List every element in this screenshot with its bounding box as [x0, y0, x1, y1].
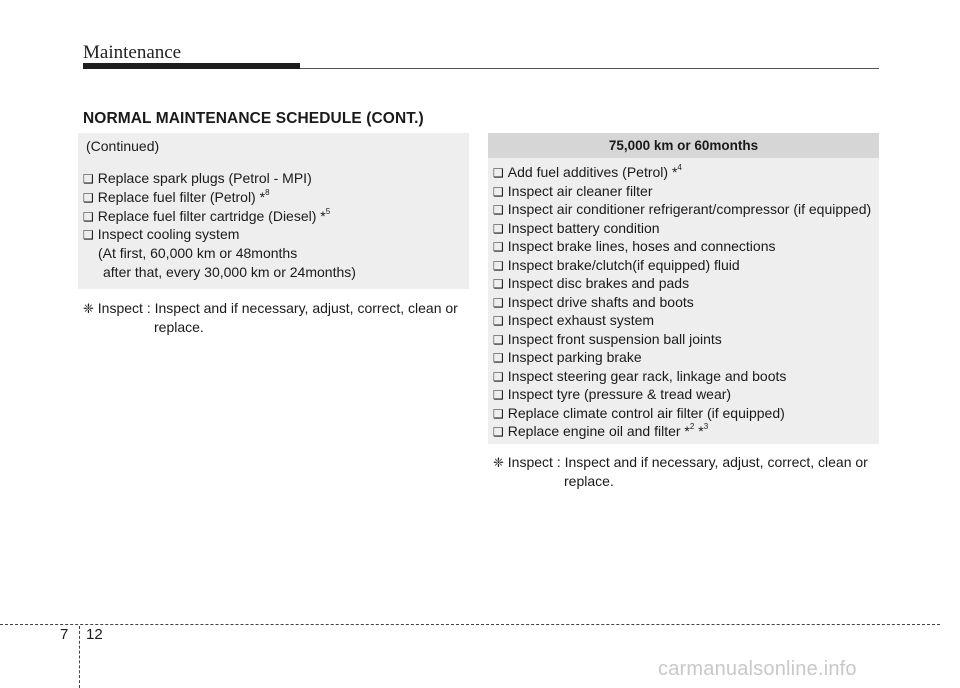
checkbox-icon: ❑ — [493, 240, 504, 254]
checkbox-icon: ❑ — [493, 222, 504, 236]
checkbox-icon: ❑ — [493, 296, 504, 310]
right-item-engine-oil: ❑ Replace engine oil and filter *$^2$ *$^3$ — [493, 422, 709, 439]
right-item-exhaust: ❑ Inspect exhaust system — [493, 312, 655, 328]
right-item-air-cleaner: ❑ Inspect air cleaner filter — [493, 183, 653, 199]
left-item-cooling-system: ❑ Inspect cooling system — [83, 226, 240, 242]
section-title: Maintenance — [83, 42, 182, 63]
checkbox-icon: ❑ — [493, 203, 504, 217]
checkbox-icon: ❑ — [493, 185, 504, 199]
checkbox-icon: ❑ — [83, 172, 94, 186]
checkbox-icon: ❑ — [493, 166, 504, 180]
header-bar — [83, 63, 300, 69]
right-item-battery: ❑ Inspect battery condition — [493, 220, 660, 236]
header-rule — [300, 68, 879, 69]
checkbox-icon: ❑ — [493, 407, 504, 421]
checkbox-icon: ❑ — [493, 351, 504, 365]
right-box-header: 75,000 km or 60months — [488, 133, 879, 158]
checkbox-icon: ❑ — [493, 370, 504, 384]
page-number: 12 — [86, 626, 103, 643]
footer-divider — [79, 626, 80, 688]
checkbox-icon: ❑ — [493, 259, 504, 273]
right-item-brake-lines: ❑ Inspect brake lines, hoses and connections — [493, 238, 776, 254]
right-item-steering-gear: ❑ Inspect steering gear rack, linkage and boots — [493, 368, 787, 384]
checkbox-icon: ❑ — [493, 388, 504, 402]
schedule-title: NORMAL MAINTENANCE SCHEDULE (CONT.) — [83, 110, 424, 127]
checkbox-icon: ❑ — [83, 228, 94, 242]
left-item-spark-plugs: ❑ Replace spark plugs (Petrol - MPI) — [83, 170, 312, 186]
left-item-fuel-filter-petrol: ❑ Replace fuel filter (Petrol) *$^8$ — [83, 188, 270, 205]
checkbox-icon: ❑ — [493, 314, 504, 328]
checkbox-icon: ❑ — [493, 333, 504, 347]
checkbox-icon: ❑ — [83, 210, 94, 224]
checkbox-icon: ❑ — [83, 191, 94, 205]
chapter-number: 7 — [60, 626, 69, 643]
footer-rule — [0, 624, 940, 625]
right-item-drive-shafts: ❑ Inspect drive shafts and boots — [493, 294, 694, 310]
right-item-parking-brake: ❑ Inspect parking brake — [493, 349, 642, 365]
checkbox-icon: ❑ — [493, 425, 504, 439]
checkbox-icon: ❑ — [493, 277, 504, 291]
right-item-tyre: ❑ Inspect tyre (pressure & tread wear) — [493, 386, 732, 402]
right-item-ball-joints: ❑ Inspect front suspension ball joints — [493, 331, 722, 347]
left-inspect-note: ❈ Inspect : Inspect and if necessary, adjust, correct, clean or replace. — [83, 300, 458, 335]
left-item-fuel-filter-diesel: ❑ Replace fuel filter cartridge (Diesel) *$^5$ — [83, 207, 331, 224]
cooling-note-line1: (At first, 60,000 km or 48months — [98, 245, 298, 261]
watermark: carmanualsonline.info — [658, 658, 857, 680]
note-marker-icon: ❈ — [83, 301, 94, 316]
right-item-ac-refrigerant: ❑ Inspect air conditioner refrigerant/compressor (if equipped) — [493, 201, 872, 217]
right-item-climate-filter: ❑ Replace climate control air filter (if equipped) — [493, 405, 785, 421]
cooling-note-line2: after that, every 30,000 km or 24months) — [103, 264, 356, 280]
continued-label: (Continued) — [86, 138, 160, 154]
right-inspect-note: ❈ Inspect : Inspect and if necessary, adjust, correct, clean or replace. — [493, 454, 868, 489]
right-item-disc-brakes: ❑ Inspect disc brakes and pads — [493, 275, 690, 291]
right-item-brake-fluid: ❑ Inspect brake/clutch(if equipped) fluid — [493, 257, 740, 273]
note-marker-icon: ❈ — [493, 455, 504, 470]
right-item-fuel-additives: ❑ Add fuel additives (Petrol) *$^4$ — [493, 163, 682, 180]
